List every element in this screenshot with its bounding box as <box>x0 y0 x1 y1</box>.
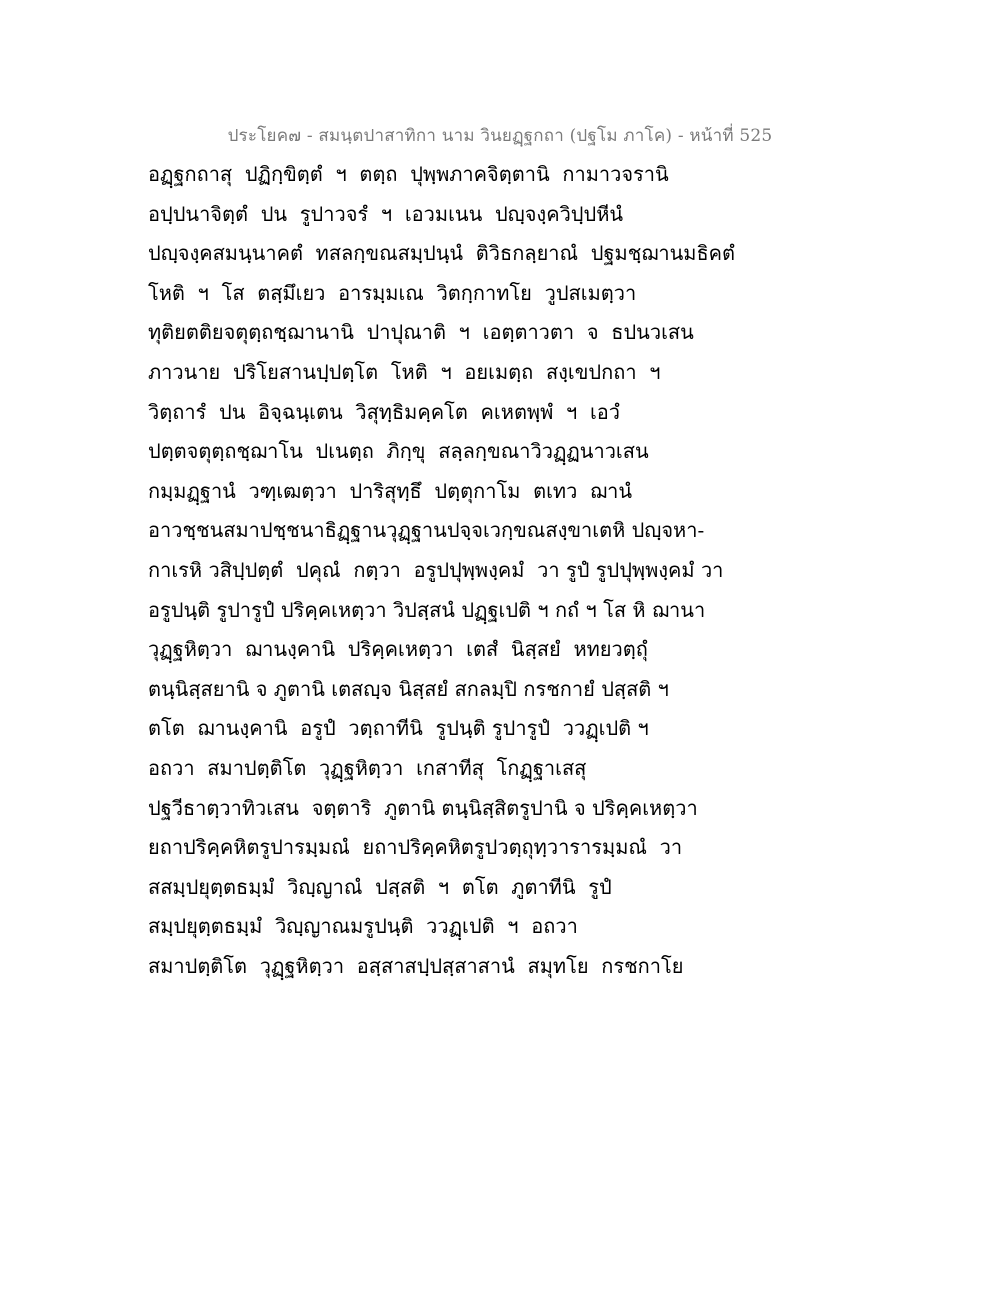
text-line: ปฐวีธาตฺวาทิวเสน จตฺตาริ ภูตานิ ตนฺนิสฺสิตรูปานิ จ ปริคฺคเหตฺวา <box>148 795 698 820</box>
text-line: สมาปตฺติโต วุฏฺฐหิตฺวา อสฺสาสปฺปสฺสาสานํ สมุทโย กรชกาโย <box>148 953 684 978</box>
text-line: อฏฺฐกถาสุ ปฏิกฺขิตฺตํ ฯ ตตฺถ ปุพฺพภาคจิตฺตานิ กามาวจรานิ <box>148 162 669 186</box>
text-line: อถวา สมาปตฺติโต วุฏฺฐหิตฺวา เกสาทีสุ โกฏฺฐาเสสุ <box>148 755 587 780</box>
text-line: ปตฺตจตุตฺถชฺฌาโน ปเนตฺถ ภิกฺขุ สลฺลกฺขณาวิวฏฺฏนาวเสน <box>148 439 649 464</box>
text-line: ทุติยตติยจตุตฺถชฺฌานานิ ปาปุณาติ ฯ เอตฺตาวตา จ ธปนวเสน <box>148 320 694 345</box>
text-line: ภาวนาย ปริโยสานปฺปตฺโต โหติ ฯ อยเมตฺถ สงฺเขปกถา ฯ <box>148 359 661 384</box>
running-header: ประโยค๗ - สมนฺตปาสาทิกา นาม วินยฏฺฐกถา (ปฐโม ภาโค) - หน้าที่ 525 <box>227 126 773 146</box>
text-line: สสมฺปยุตฺตธมฺมํ วิญฺญาณํ ปสฺสติ ฯ ตโต ภูตาทีนิ รูปํ <box>148 874 612 899</box>
text-line: กาเรหิ วสิปฺปตฺตํ ปคุณํ กตฺวา อรูปปุพฺพงฺคมํ วา รูปํ รูปปุพฺพงฺคมํ วา <box>148 557 724 582</box>
text-line: อรูปนฺติ รูปารูปํ ปริคฺคเหตฺวา วิปสฺสนํ ปฏฺฐเปติ ฯ กถํ ฯ โส หิ ฌานา <box>148 597 706 622</box>
text-line: ตนฺนิสฺสยานิ จ ภูตานิ เตสญฺจ นิสฺสยํ สกลมฺปิ กรชกายํ ปสฺสติ ฯ <box>148 676 669 701</box>
text-line: กมฺมฏฺฐานํ วฑฺเฒตฺวา ปาริสุทฺธึ ปตฺตุกาโม ตเทว ฌานํ <box>148 478 633 503</box>
text-line: ยถาปริคฺคหิตรูปารมฺมณํ ยถาปริคฺคหิตรูปวตฺถุทฺวารารมฺมณํ วา <box>148 835 683 860</box>
text-line: ปญฺจงฺคสมนฺนาคตํ ทสลกฺขณสมฺปนฺนํ ติวิธกลฺยาณํ ปฐมชฺฌานมธิคตํ <box>148 241 736 266</box>
body-text <box>148 155 868 986</box>
text-line: วิตฺถารํ ปน อิจฺฉนฺเตน วิสุทฺธิมคฺคโต คเหตพฺพํ ฯ เอวํ <box>148 399 621 424</box>
text-line: สมฺปยุตฺตธมฺมํ วิญฺญาณมรูปนฺติ ววฏฺเปติ ฯ อถวา <box>148 914 578 939</box>
text-line: อปฺปนาจิตฺตํ ปน รูปาวจรํ ฯ เอวมเนน ปญฺจงฺควิปฺปหีนํ <box>148 201 624 226</box>
text-line: โหติ ฯ โส ตสฺมึเยว อารมฺมเณ วิตกฺกาทโย วูปสเมตฺวา <box>148 280 637 305</box>
text-line: อาวชฺชนสมาปชฺชนาธิฏฺฐานวุฏฺฐานปจฺจเวกฺขณสงฺขาเตหิ ปญฺจหา- <box>148 518 705 543</box>
text-line: ตโต ฌานงฺคานิ อรูปํ วตฺถาทีนิ รูปนฺติ รูปารูปํ ววฏฺเปติ ฯ <box>148 716 649 741</box>
text-line: วุฏฺฐหิตฺวา ฌานงฺคานิ ปริคฺคเหตฺวา เตสํ นิสฺสยํ หทยวตฺถุํ <box>148 637 648 662</box>
